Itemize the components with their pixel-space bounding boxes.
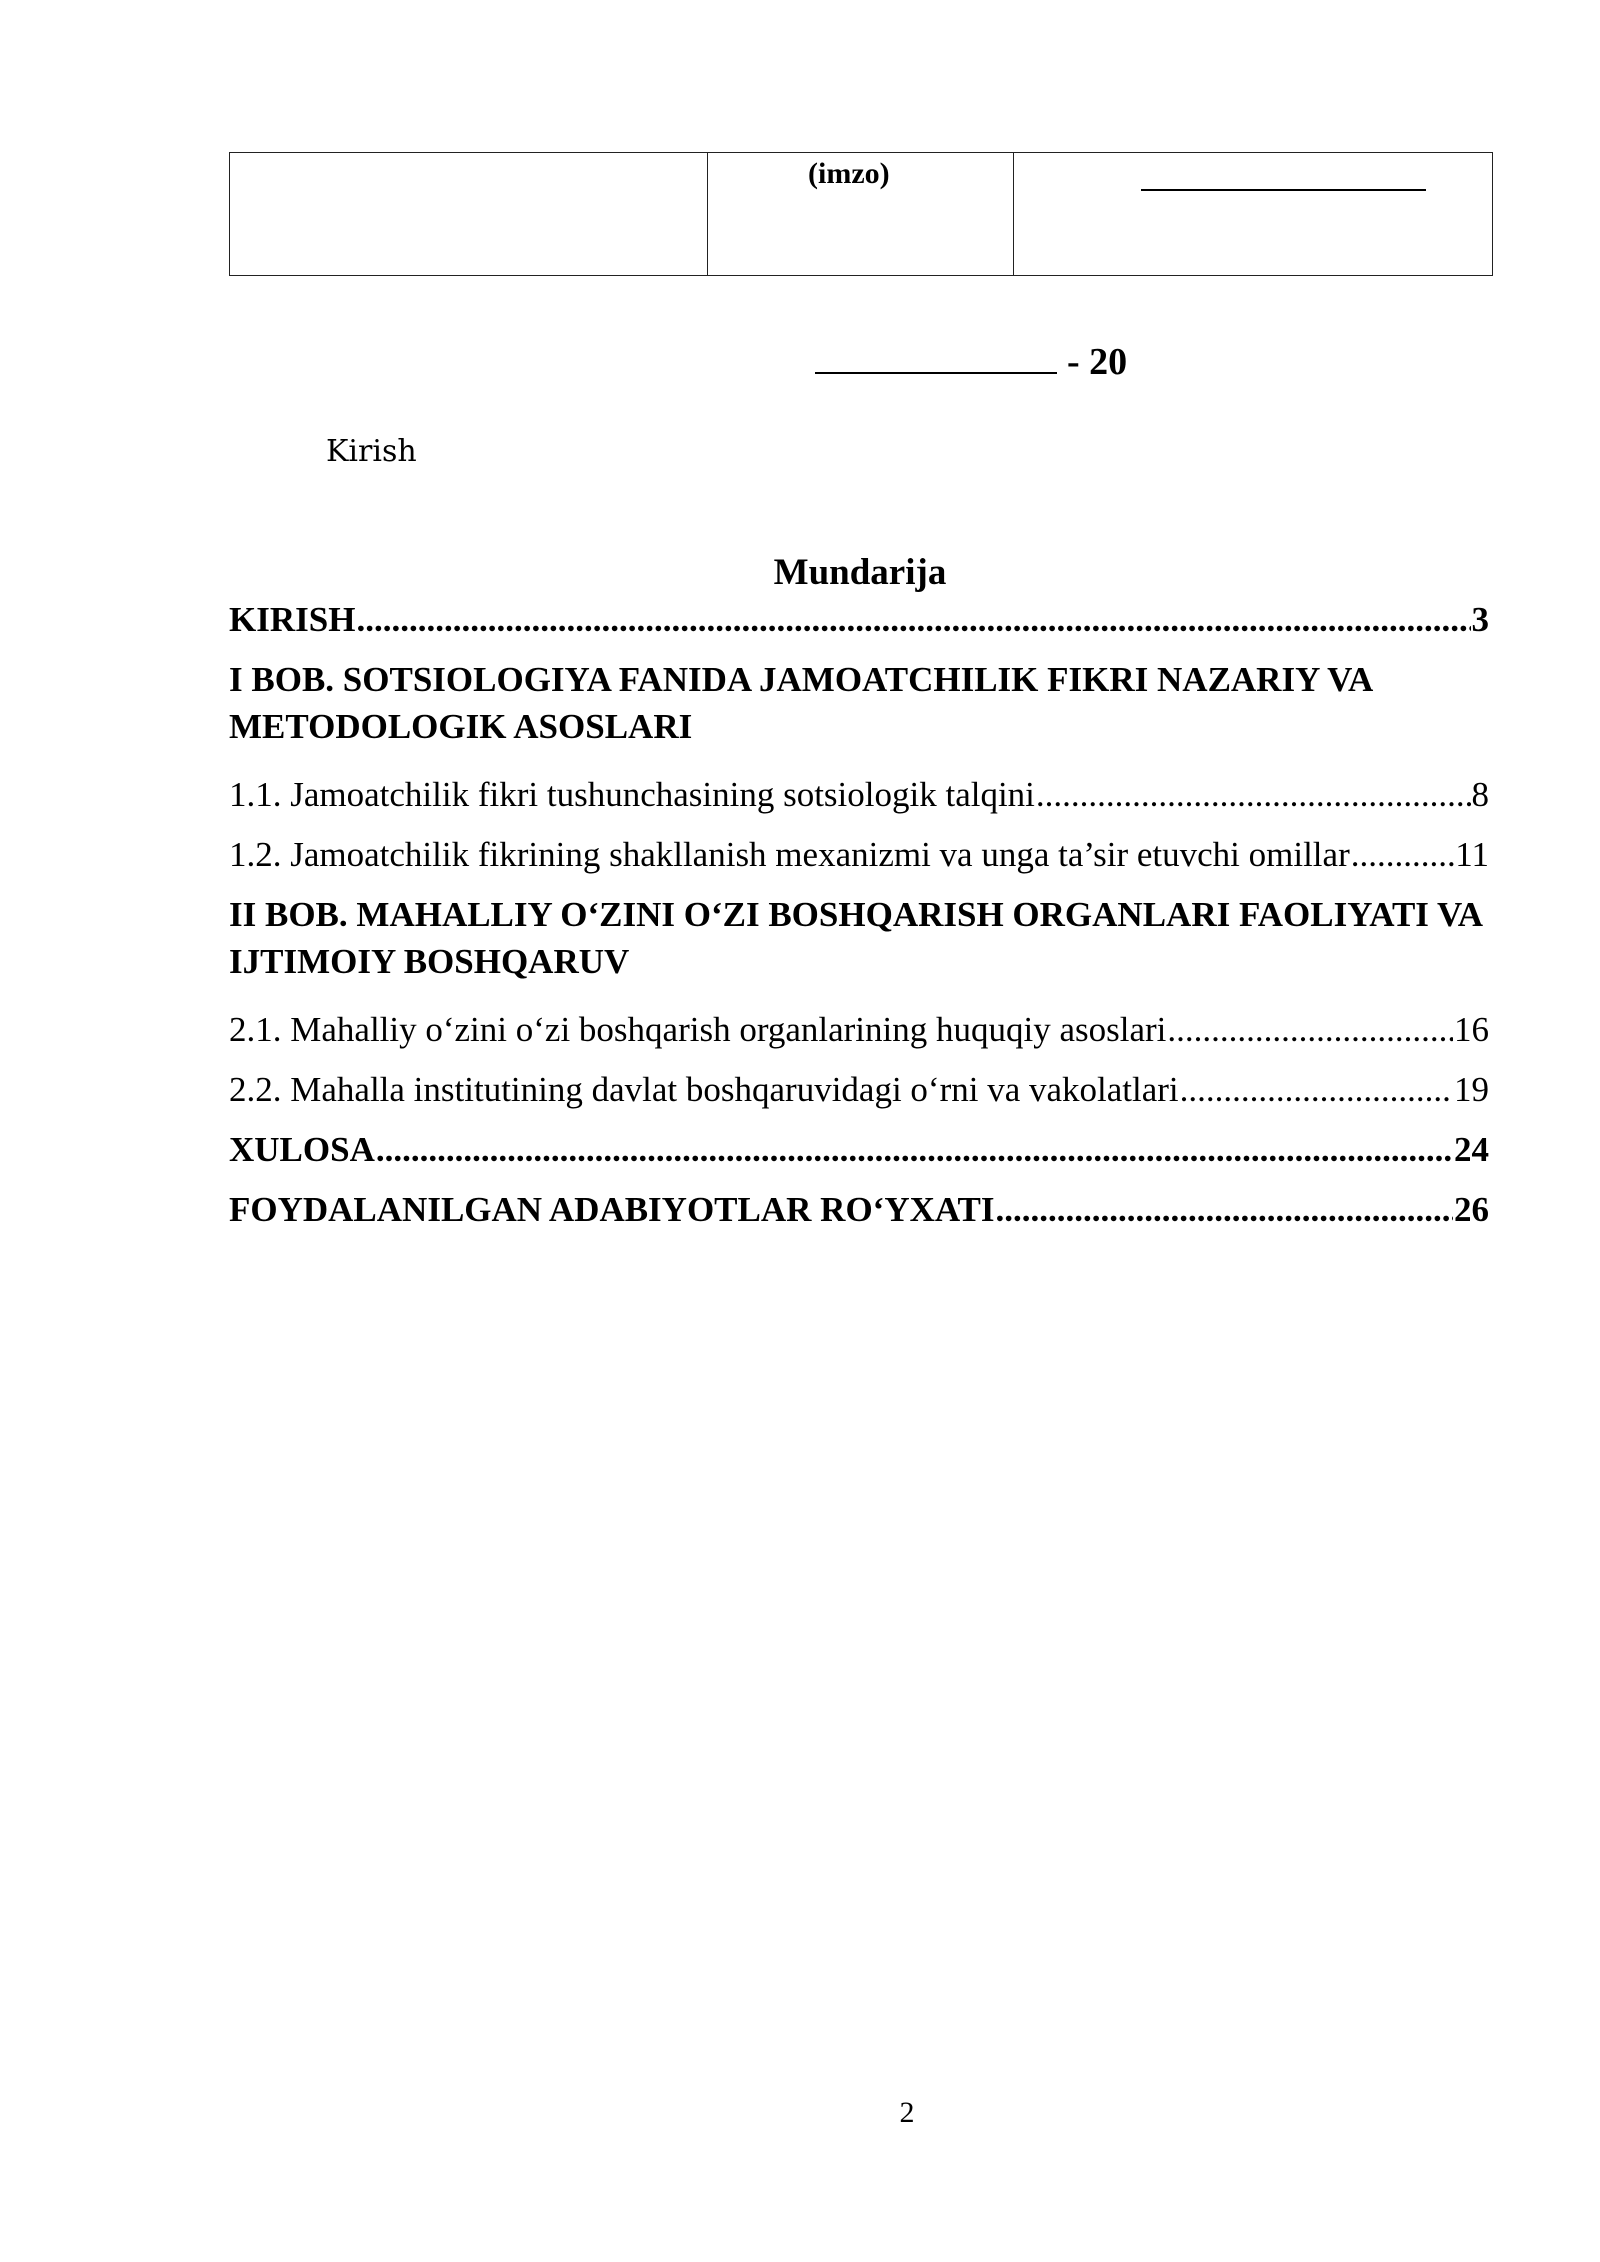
toc-entry-page: 24: [1454, 1130, 1489, 1169]
toc-entry-page: 19: [1454, 1070, 1489, 1109]
toc-entry-page: 11: [1455, 835, 1489, 874]
signature-cell-sign: [708, 153, 1014, 276]
year-blank: [815, 336, 1057, 374]
toc-entry-label: 1.2. Jamoatchilik fikrining shakllanish mexanizmi va unga ta’sir etuvchi omillar: [229, 835, 1350, 874]
page-number: 2: [899, 2096, 915, 2129]
toc-entry-page: 3: [1471, 600, 1489, 639]
toc-leader-dots: [1351, 831, 1455, 879]
toc-entry-2-1: [229, 1006, 1489, 1054]
toc-leader-dots: [356, 596, 1470, 644]
toc-chapter-2-heading: II BOB. MAHALLIY O‘ZINI O‘ZI BOSHQARISH ORGANLARI FAOLIYATI VA IJTIMOIY BOSHQARUV: [229, 895, 1482, 981]
toc-entry-label: 2.2. Mahalla institutining davlat boshqaruvidagi o‘rni va vakolatlari: [229, 1070, 1179, 1109]
signature-blank-line: [1141, 189, 1426, 191]
table-of-contents: [229, 596, 1489, 1246]
toc-leader-dots: [996, 1186, 1453, 1234]
toc-leader-dots: [1167, 1006, 1453, 1054]
signature-cell-fio: [1014, 153, 1493, 276]
imzo-label: (imzo): [808, 157, 890, 190]
toc-entry-1-1: [229, 771, 1489, 819]
toc-entry-label: XULOSA: [229, 1130, 375, 1169]
toc-entry-page: 26: [1454, 1190, 1489, 1229]
toc-leader-dots: [376, 1126, 1453, 1174]
year-line: [815, 336, 1127, 385]
toc-chapter-1-heading: I BOB. SOTSIOLOGIYA FANIDA JAMOATCHILIK FIKRI NAZARIY VA METODOLOGIK ASOSLARI: [229, 660, 1372, 746]
toc-entry-label: 1.1. Jamoatchilik fikri tushunchasining sotsiologik talqini: [229, 775, 1035, 814]
toc-entry-label: 2.1. Mahalliy o‘zini o‘zi boshqarish organlarining huquqiy asoslari: [229, 1010, 1167, 1049]
toc-leader-dots: [1180, 1066, 1453, 1114]
toc-entry-1-2: [229, 831, 1489, 879]
toc-entry-2-2: [229, 1066, 1489, 1114]
year-suffix: - 20: [1067, 341, 1128, 383]
toc-entry-kirish: [229, 596, 1489, 644]
toc-entry-label: FOYDALANILGAN ADABIYOTLAR RO‘YXATI: [229, 1190, 995, 1229]
toc-entry-xulosa: [229, 1126, 1489, 1174]
signature-cell-name: [230, 153, 708, 276]
toc-entry-page: 8: [1471, 775, 1489, 814]
toc-entry-page: 16: [1454, 1010, 1489, 1049]
toc-leader-dots: [1036, 771, 1471, 819]
toc-entry-references: [229, 1186, 1489, 1234]
signature-table: [229, 152, 1493, 276]
toc-entry-label: KIRISH: [229, 600, 356, 639]
toc-title: Mundarija: [773, 552, 947, 593]
kirish-note: Kirish: [326, 434, 417, 469]
